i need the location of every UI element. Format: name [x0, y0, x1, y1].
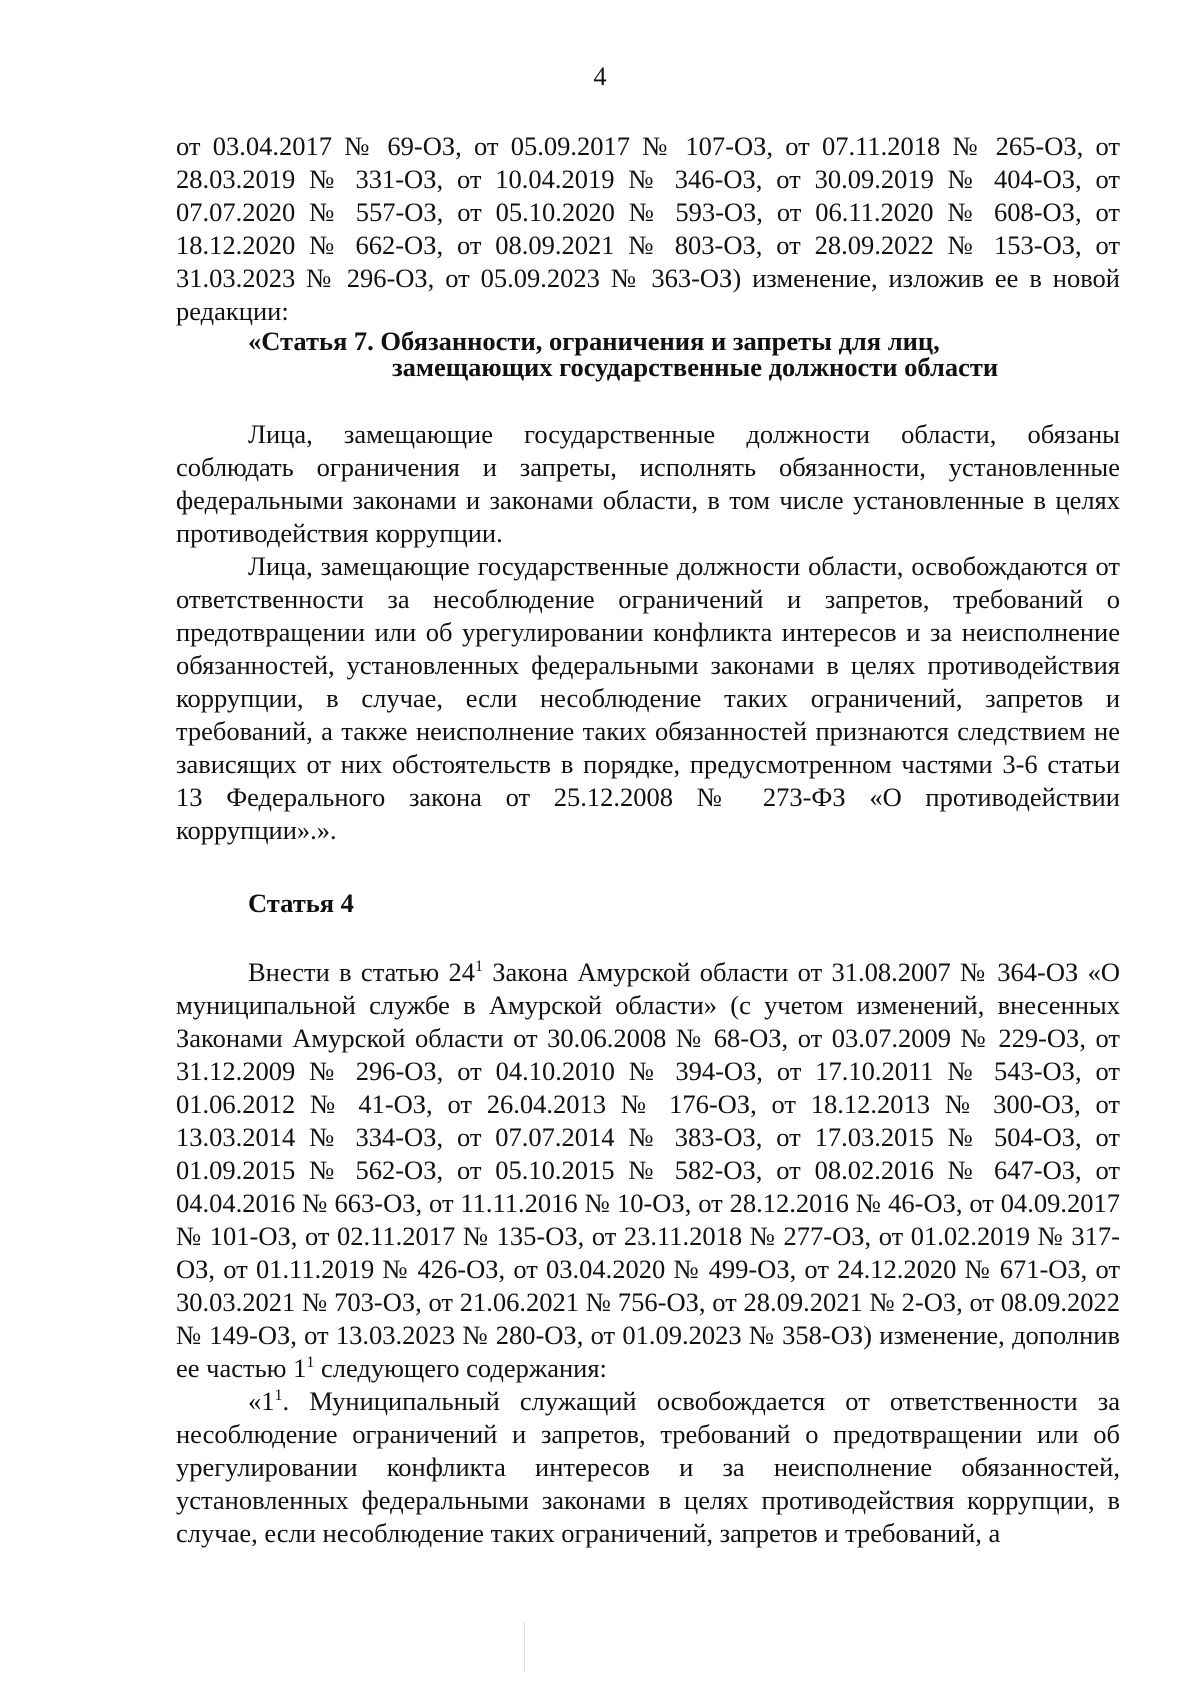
article-4-p1-mid: Закона Амурской области от 31.08.2007 № 364-ОЗ «О муниципальной службе в Амурской области» (с учетом изменений, внесенных Законами Амурской области от 30.06.2008 № 68-ОЗ, от 03.07.2009 № 229-ОЗ, от 31.12.2009 № 296-ОЗ, от 04.10.2010 № 394-ОЗ, от 17.10.2011 № 543-ОЗ, от 01.06.2012 № 41-ОЗ, от 26.04.2013 № 176-ОЗ, от 18.12.2013 № 300-ОЗ, от 13.03.2014 № 334-ОЗ, от 07.07.2014 № 383-ОЗ, от 17.03.2015 № 504-ОЗ, от 01.09.2015 № 562-ОЗ, от 05.10.2015 № 582-ОЗ, от 08.02.2016 № 647-ОЗ, от 04.04.2016 № 663-ОЗ, от 11.11.2016 № 10-ОЗ, от 28.12.2016 № 46-ОЗ, от 04.09.2017 № 101-ОЗ, от 02.11.2017 № 135-ОЗ, от 23.11.2018 № 277-ОЗ, от 01.02.2019 № 317-ОЗ, от 01.11.2019 № 426-ОЗ, от 03.04.2020 № 499-ОЗ, от 24.12.2020 № 671-ОЗ, от 30.03.2021 № 703-ОЗ, от 21.06.2021 № 756-ОЗ, от 28.09.2021 № 2-ОЗ, от 08.09.2022 № 149-ОЗ, от 13.03.2023 № 280-ОЗ, от 01.09.2023 № 358-ОЗ) изменение, дополнив ее частью 1 [176, 957, 1120, 1383]
article-4-p1-start: Внести в статью 24 [248, 957, 475, 987]
scan-artifact-line [524, 1622, 525, 1672]
superscript: 1 [306, 1354, 315, 1372]
article-7-paragraph-1: Лица, замещающие государственные должности области, обязаны соблюдать ограничения и запреты, исполнять обязанности, установленные федеральными законами и законами области, в том числе установленные в целях противодействия коррупции. [176, 419, 1120, 548]
article-4-p2-rest: . Муниципальный служащий освобождается от ответственности за несоблюдение ограничений и запретов, требований о предотвращении или об урегулировании конфликта интересов и за неисполнение обязанностей, установленных федеральными законами в целях противодействия коррупции, в случае, если несоблюдение таких ограничений, запретов и требований, а [176, 1386, 1120, 1548]
intro-paragraph: от 03.04.2017 № 69-ОЗ, от 05.09.2017 № 107-ОЗ, от 07.11.2018 № 265-ОЗ, от 28.03.2019 № 331-ОЗ, от 10.04.2019 № 346-ОЗ, от 30.09.2019 № 404-ОЗ, от 07.07.2020 № 557-ОЗ, от 05.10.2020 № 593-ОЗ, от 06.11.2020 № 608-ОЗ, от 18.12.2020 № 662-ОЗ, от 08.09.2021 № 803-ОЗ, от 28.09.2022 № 153-ОЗ, от 31.03.2023 № 296-ОЗ, от 05.09.2023 № 363-ОЗ) изменение, изложив ее в новой редакции: [176, 131, 1120, 326]
article-7-heading-line1: «Статья 7. Обязанности, ограничения и запреты для лиц, [248, 326, 940, 356]
spacer [176, 380, 1120, 418]
article-4-paragraph-2 [176, 1385, 1120, 1550]
spacer [176, 847, 1120, 887]
article-4-paragraph-1 [176, 956, 1120, 1385]
article-4-p1-end: следующего содержания: [314, 1353, 607, 1383]
superscript: 1 [274, 1387, 283, 1405]
page-number: 4 [593, 62, 607, 91]
article-4-title: Статья 4 [248, 888, 354, 918]
article-4-p2-start: «1 [248, 1386, 275, 1416]
spacer [176, 920, 1120, 956]
article-7-heading-line2: замещающих государственные должности области [392, 352, 999, 382]
document-body [176, 130, 1120, 1550]
article-7-paragraph-2: Лица, замещающие государственные должности области, освобождаются от ответственности за несоблюдение ограничений и запретов, требований о предотвращении или об урегулировании конфликта интересов и за неисполнение обязанностей, установленных федеральными законами в целях противодействия коррупции, в случае, если несоблюдение таких ограничений, запретов и требований, а также неисполнение таких обязанностей признаются следствием не зависящих от них обстоятельств в порядке, предусмотренном частями 3-6 статьи 13 Федерального закона от 25.12.2008 № 273-ФЗ «О противодействии коррупции».». [176, 551, 1120, 845]
superscript: 1 [474, 958, 483, 976]
article-7-heading [176, 328, 1120, 380]
